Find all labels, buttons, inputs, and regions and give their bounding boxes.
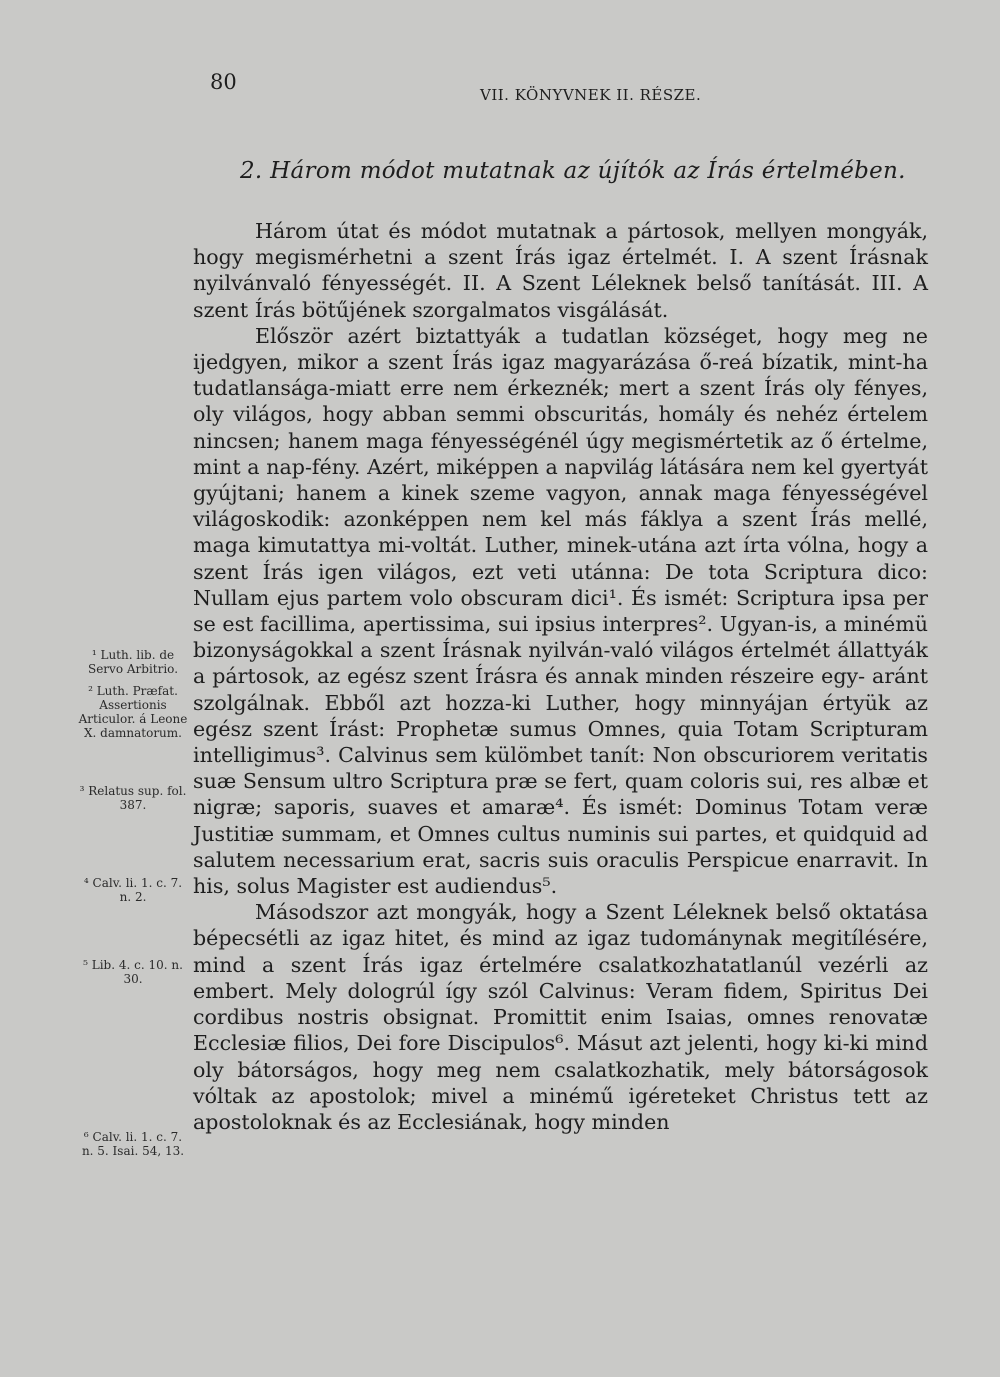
paragraph-1: Három útat és módot mutatnak a pártosok, mellyen mongyák, hogy megismérhetni a szent Írás igaz értelmét. I. A szent Írásnak nyilvánvaló fényességét. II. A Szent Léleknek belső tanítását. III. A szent Írás bötűjének szorgalmatos visgálását. xyxy=(193,219,928,322)
paragraph-3: Másodszor azt mongyák, hogy a Szent Léleknek belső oktatása bépecsétli az igaz hitet, és mind az igaz tudománynak megitílésére, mind a szent Írás igaz értelmére csalatkozhatatlanúl vezérli az embert. Mely dologrúl így szól Calvinus: Veram fidem, Spiritus Dei cordibus nostris obsignat. Promittit enim Isaias, omnes renovatæ Ecclesiæ filios, Dei fore Discipulos⁶. Másut azt jelenti, hogy ki-ki mind oly bátorságos, hogy meg nem csalatkozhatik, mely bátorságosok vóltak az apostolok; mivel a minémű igéreteket Christus tett az apostoloknak és az Ecclesiának, hogy minden xyxy=(193,900,928,1134)
margin-note-3: ³ Relatus sup. fol. 387. xyxy=(79,784,187,812)
margin-note-6: ⁶ Calv. li. 1. c. 7. n. 5. Isai. 54, 13. xyxy=(81,1130,185,1158)
paragraph-2: Először azért biztattyák a tudatlan községet, hogy meg ne ijedgyen, mikor a szent Írás igaz magyarázása ő-reá bízatik, mint-ha tudatlansága-miatt erre nem érkeznék; mert a szent Írás oly fényes, oly világos, hogy abban semmi obscuritás, homály és nehéz értelem nincsen; hanem maga fényességénél úgy megismértetik az ő értelme, mint a nap-fény. Azért, miképpen a napvilág látására nem kel gyertyát gyújtani; hanem a kinek szeme vagyon, annak maga fényességével világoskodik: azonképpen nem kel más fáklya a szent Írás mellé, maga kimutattya mi-voltát. Luther, minek-utána azt írta vólna, hogy a szent Írás igen világos, ezt veti utánna: De tota Scriptura dico: Nullam ejus partem volo obscuram dici¹. És ismét: Scriptura ipsa per se est facillima, apertissima, sui ipsius interpres². Ugyan-is, a minémü bizonyságokkal a szent Írásnak nyilván-való világos értelmét állattyák a pártosok, az egész szent Írásra és annak minden részeire egy- aránt szolgálnak. Ebből azt hozza-ki Luther, hogy minnyájan értyük az egész szent Írást: Prophetæ sumus Omnes, quia Totam Scripturam intelligimus³. Calvinus sem külömbet tanít: Non obscuriorem veritatis suæ Sensum ultro Scriptura præ se fert, quam coloris sui, res albæ et nigræ; saporis, suaves et amaræ⁴. És ismét: Dominus Totam veræ Justitiæ summam, et Omnes cultus numinis sui partes, et quidquid ad salutem necessarium erat, sacris suis oraculis Perspicue enarravit. In his, solus Magister est audiendus⁵. xyxy=(193,323,928,899)
page-number: 80 xyxy=(210,70,237,94)
running-head: VII. KÖNYVNEK II. RÉSZE. xyxy=(480,86,702,104)
section-title: 2. Három módot mutatnak az újítók az Írás értelmében. xyxy=(240,158,906,184)
margin-note-4: ⁴ Calv. li. 1. c. 7. n. 2. xyxy=(83,876,183,904)
body-text xyxy=(193,218,928,1135)
margin-note-1: ¹ Luth. lib. de Servo Arbitrio. xyxy=(87,648,179,676)
margin-note-5: ⁵ Lib. 4. c. 10. n. 30. xyxy=(83,958,183,986)
margin-note-2: ² Luth. Præfat. Assertionis Articulor. á Leone X. damnatorum. xyxy=(78,684,188,740)
